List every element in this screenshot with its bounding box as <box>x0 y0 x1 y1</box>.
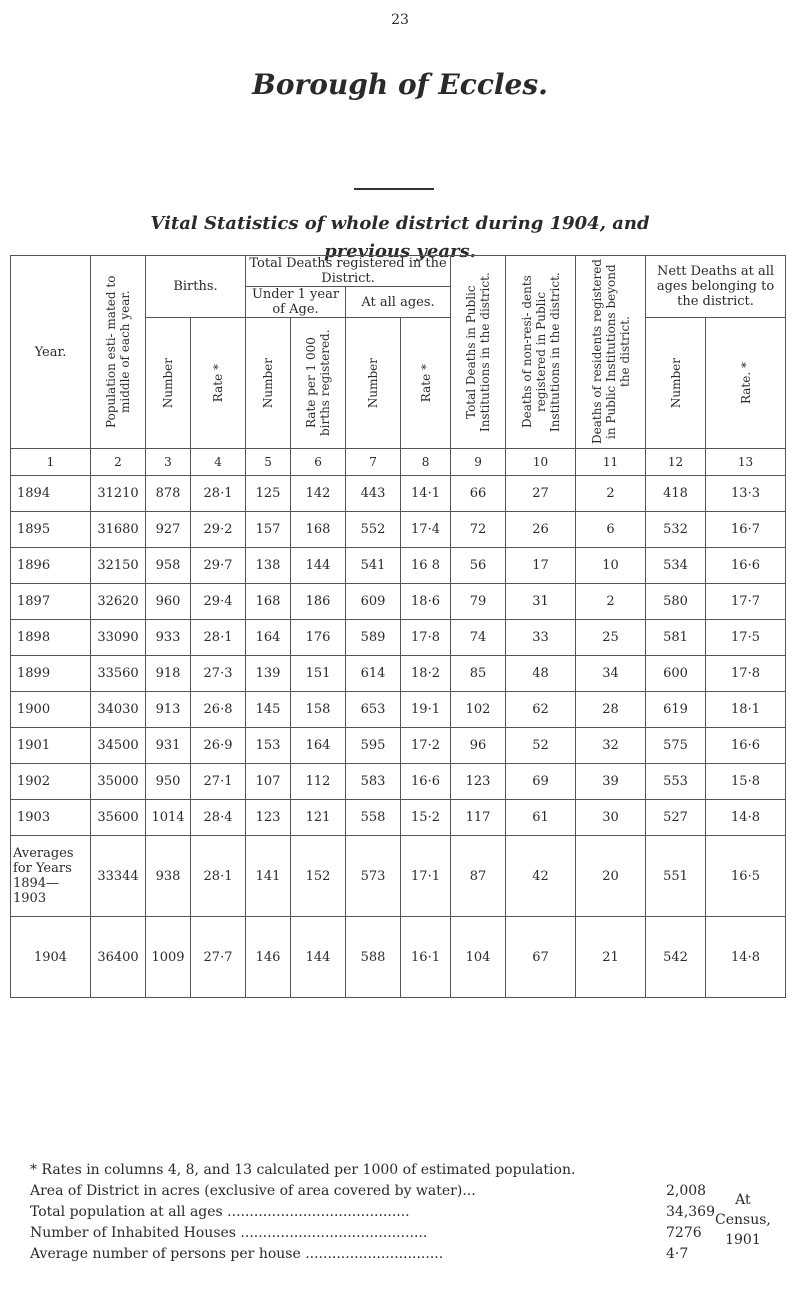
table-cell: 878 <box>146 476 191 512</box>
table-cell: 176 <box>291 620 346 656</box>
table-header <box>11 256 786 476</box>
table-cell: 31210 <box>91 476 146 512</box>
table-cell: 575 <box>646 728 706 764</box>
table-row <box>11 584 786 620</box>
table-cell: 18·6 <box>401 584 451 620</box>
table-cell: 29·7 <box>191 548 246 584</box>
header-deaths-institutions <box>451 256 506 449</box>
note-avg-persons-value: 4·7 <box>666 1246 689 1262</box>
note-houses-label: Number of Inhabited Houses .......................................... <box>30 1225 428 1241</box>
table-cell: 583 <box>346 764 401 800</box>
table-cell: 18·2 <box>401 656 451 692</box>
census-line-2: Census, <box>715 1212 771 1228</box>
column-number: 2 <box>91 449 146 476</box>
table-cell: 62 <box>506 692 576 728</box>
table-cell: 16·6 <box>706 728 786 764</box>
table-cell: 61 <box>506 800 576 836</box>
table-cell: 138 <box>246 548 291 584</box>
header-nett-number-text: Number <box>668 357 683 409</box>
table-cell: 552 <box>346 512 401 548</box>
table-cell: 17·4 <box>401 512 451 548</box>
table-cell: 36400 <box>91 917 146 998</box>
table-cell: 112 <box>291 764 346 800</box>
table-cell: 2 <box>576 584 646 620</box>
table-cell: 85 <box>451 656 506 692</box>
header-allages-number-text: Number <box>366 357 381 409</box>
table-cell: 580 <box>646 584 706 620</box>
table-cell: 30 <box>576 800 646 836</box>
table-cell: 28·4 <box>191 800 246 836</box>
table-cell: 125 <box>246 476 291 512</box>
table-cell: 29·2 <box>191 512 246 548</box>
table-cell: 17 <box>506 548 576 584</box>
table-cell: 168 <box>246 584 291 620</box>
table-cell: 589 <box>346 620 401 656</box>
averages-row <box>11 836 786 917</box>
table-cell: 144 <box>291 548 346 584</box>
table-cell: 26·9 <box>191 728 246 764</box>
table-cell: 164 <box>246 620 291 656</box>
table-cell: 142 <box>291 476 346 512</box>
table-cell: 17·8 <box>706 656 786 692</box>
header-under1-number-text: Number <box>261 357 276 409</box>
title-rule <box>354 188 434 190</box>
table-cell: 42 <box>506 836 576 917</box>
table-row <box>11 476 786 512</box>
table-cell: 27·1 <box>191 764 246 800</box>
table-row <box>11 656 786 692</box>
table-cell: 443 <box>346 476 401 512</box>
header-under1-rate <box>291 318 346 449</box>
note-area-label: Area of District in acres (exclusive of area covered by water)... <box>30 1183 476 1199</box>
table-cell: 28·1 <box>191 476 246 512</box>
header-population <box>91 256 146 449</box>
table-cell: 96 <box>451 728 506 764</box>
table-cell: 32620 <box>91 584 146 620</box>
column-number: 11 <box>576 449 646 476</box>
header-nonresident-deaths <box>506 256 576 449</box>
table-cell: 34 <box>576 656 646 692</box>
table-cell: 938 <box>146 836 191 917</box>
note-area <box>30 1181 790 1202</box>
table-cell: 32150 <box>91 548 146 584</box>
header-nett-number <box>646 318 706 449</box>
note-population-value: 34,369 <box>666 1204 715 1220</box>
table-cell: 33 <box>506 620 576 656</box>
table-cell: 39 <box>576 764 646 800</box>
header-nett-rate <box>706 318 786 449</box>
table-row <box>11 512 786 548</box>
table-cell: 144 <box>291 917 346 998</box>
table-cell: 34030 <box>91 692 146 728</box>
table-cell: 151 <box>291 656 346 692</box>
table-cell: 20 <box>576 836 646 917</box>
table-cell: 600 <box>646 656 706 692</box>
table-cell: 931 <box>146 728 191 764</box>
table-cell: 26 <box>506 512 576 548</box>
table-cell: 107 <box>246 764 291 800</box>
header-nett-deaths: Nett Deaths at all ages belonging to the district. <box>646 256 786 318</box>
table-cell: 31 <box>506 584 576 620</box>
header-births-rate <box>191 318 246 449</box>
row-year: 1896 <box>11 548 91 584</box>
table-cell: 13·3 <box>706 476 786 512</box>
note-houses-value: 7276 <box>666 1225 702 1241</box>
table-cell: 164 <box>291 728 346 764</box>
table-cell: 10 <box>576 548 646 584</box>
header-births-number-text: Number <box>161 357 175 409</box>
averages-label: Averages for Years 1894—1903 <box>11 836 91 917</box>
census-line-3: 1901 <box>725 1232 761 1248</box>
table-cell: 34500 <box>91 728 146 764</box>
table-cell: 141 <box>246 836 291 917</box>
census-note <box>715 1190 771 1250</box>
table-cell: 614 <box>346 656 401 692</box>
table-cell: 553 <box>646 764 706 800</box>
header-births-rate-text: Rate * <box>211 363 225 403</box>
table-cell: 33344 <box>91 836 146 917</box>
note-avg-persons <box>30 1244 790 1265</box>
table-cell: 25 <box>576 620 646 656</box>
table-cell: 1009 <box>146 917 191 998</box>
table-cell: 28·1 <box>191 836 246 917</box>
table-cell: 558 <box>346 800 401 836</box>
table-cell: 26·8 <box>191 692 246 728</box>
row-year: 1897 <box>11 584 91 620</box>
table-cell: 102 <box>451 692 506 728</box>
current-year-label: 1904 <box>11 917 91 998</box>
header-allages-number <box>346 318 401 449</box>
table-row <box>11 548 786 584</box>
header-allages-rate <box>401 318 451 449</box>
table-cell: 74 <box>451 620 506 656</box>
table-cell: 27 <box>506 476 576 512</box>
table-cell: 573 <box>346 836 401 917</box>
table-cell: 27·3 <box>191 656 246 692</box>
table-cell: 69 <box>506 764 576 800</box>
footnote: * Rates in columns 4, 8, and 13 calculated per 1000 of estimated population. <box>30 1162 576 1178</box>
table-cell: 66 <box>451 476 506 512</box>
table-cell: 14·8 <box>706 800 786 836</box>
table-cell: 534 <box>646 548 706 584</box>
table-cell: 17·2 <box>401 728 451 764</box>
table-cell: 158 <box>291 692 346 728</box>
table-cell: 27·7 <box>191 917 246 998</box>
table-cell: 16·1 <box>401 917 451 998</box>
header-year: Year. <box>11 256 91 449</box>
table-cell: 950 <box>146 764 191 800</box>
table-cell: 15·8 <box>706 764 786 800</box>
table-cell: 581 <box>646 620 706 656</box>
table-cell: 960 <box>146 584 191 620</box>
column-number: 13 <box>706 449 786 476</box>
row-year: 1902 <box>11 764 91 800</box>
table-cell: 152 <box>291 836 346 917</box>
census-line-1: At <box>735 1192 751 1208</box>
table-cell: 927 <box>146 512 191 548</box>
table-cell: 588 <box>346 917 401 998</box>
note-avg-persons-label: Average number of persons per house ............................... <box>30 1246 444 1262</box>
header-nett-rate-text: Rate. * <box>738 361 753 405</box>
table-cell: 67 <box>506 917 576 998</box>
table-body <box>11 476 786 836</box>
table-cell: 139 <box>246 656 291 692</box>
page-title: Borough of Eccles. <box>252 68 548 101</box>
table-cell: 16·7 <box>706 512 786 548</box>
table-cell: 933 <box>146 620 191 656</box>
header-total-deaths: Total Deaths registered in the District. <box>246 256 451 287</box>
header-population-text: Population esti- mated to middle of each year. <box>104 275 132 429</box>
column-number: 10 <box>506 449 576 476</box>
row-year: 1898 <box>11 620 91 656</box>
table-cell: 19·1 <box>401 692 451 728</box>
table-cell: 56 <box>451 548 506 584</box>
table-cell: 48 <box>506 656 576 692</box>
subtitle-line-1: Vital Statistics of whole district during 1904, and <box>150 213 650 234</box>
column-number: 6 <box>291 449 346 476</box>
header-resident-deaths-beyond <box>576 256 646 449</box>
table-cell: 2 <box>576 476 646 512</box>
row-year: 1899 <box>11 656 91 692</box>
table-cell: 17·8 <box>401 620 451 656</box>
table-cell: 541 <box>346 548 401 584</box>
header-under-1: Under 1 year of Age. <box>246 287 346 318</box>
header-deaths-institutions-text: Total Deaths in Public Institutions in the district. <box>464 272 493 432</box>
table-cell: 542 <box>646 917 706 998</box>
row-year: 1895 <box>11 512 91 548</box>
table-cell: 121 <box>291 800 346 836</box>
table-cell: 595 <box>346 728 401 764</box>
page-number: 23 <box>391 12 409 28</box>
table-cell: 653 <box>346 692 401 728</box>
table-cell: 18·1 <box>706 692 786 728</box>
table-cell: 28 <box>576 692 646 728</box>
table-cell: 146 <box>246 917 291 998</box>
column-number: 4 <box>191 449 246 476</box>
table-cell: 33090 <box>91 620 146 656</box>
table-row <box>11 728 786 764</box>
table-cell: 918 <box>146 656 191 692</box>
table-cell: 168 <box>291 512 346 548</box>
table-cell: 21 <box>576 917 646 998</box>
table-row <box>11 692 786 728</box>
table-cell: 145 <box>246 692 291 728</box>
table-cell: 16 8 <box>401 548 451 584</box>
header-births: Births. <box>146 256 246 318</box>
table-cell: 157 <box>246 512 291 548</box>
column-number: 5 <box>246 449 291 476</box>
column-number: 8 <box>401 449 451 476</box>
table-cell: 532 <box>646 512 706 548</box>
table-cell: 153 <box>246 728 291 764</box>
subtitle-line-2: previous years. <box>324 241 476 262</box>
current-year-row <box>11 917 786 998</box>
table-cell: 551 <box>646 836 706 917</box>
table-cell: 72 <box>451 512 506 548</box>
row-year: 1894 <box>11 476 91 512</box>
header-resident-deaths-beyond-text: Deaths of residents registered in Public Institutions beyond the district. <box>589 259 632 445</box>
note-area-value: 2,008 <box>666 1183 707 1199</box>
table-cell: 52 <box>506 728 576 764</box>
table-summary <box>11 836 786 998</box>
table-cell: 418 <box>646 476 706 512</box>
table-cell: 16·6 <box>401 764 451 800</box>
table-cell: 527 <box>646 800 706 836</box>
row-year: 1901 <box>11 728 91 764</box>
header-all-ages: At all ages. <box>346 287 451 318</box>
table-cell: 35600 <box>91 800 146 836</box>
table-cell: 31680 <box>91 512 146 548</box>
table-cell: 117 <box>451 800 506 836</box>
table-cell: 17·5 <box>706 620 786 656</box>
notes-section <box>30 1160 790 1265</box>
vital-statistics-table <box>10 255 786 998</box>
table-cell: 14·8 <box>706 917 786 998</box>
table-cell: 1014 <box>146 800 191 836</box>
table-cell: 28·1 <box>191 620 246 656</box>
table-cell: 79 <box>451 584 506 620</box>
note-houses <box>30 1223 790 1244</box>
table-cell: 186 <box>291 584 346 620</box>
table-cell: 16·5 <box>706 836 786 917</box>
table-cell: 29·4 <box>191 584 246 620</box>
note-population-label: Total population at all ages ......................................... <box>30 1204 410 1220</box>
column-number: 3 <box>146 449 191 476</box>
header-under1-number <box>246 318 291 449</box>
table-cell: 87 <box>451 836 506 917</box>
table-cell: 14·1 <box>401 476 451 512</box>
table-cell: 123 <box>246 800 291 836</box>
table-cell: 913 <box>146 692 191 728</box>
table-row <box>11 800 786 836</box>
header-nonresident-deaths-text: Deaths of non-resi- dents registered in Public Institutions in the district. <box>519 272 562 432</box>
header-under1-rate-text: Rate per 1 000 births registered. <box>304 329 333 437</box>
row-year: 1900 <box>11 692 91 728</box>
note-population <box>30 1202 790 1223</box>
table-cell: 16·6 <box>706 548 786 584</box>
table-cell: 35000 <box>91 764 146 800</box>
table-cell: 104 <box>451 917 506 998</box>
table-cell: 958 <box>146 548 191 584</box>
column-number: 1 <box>11 449 91 476</box>
column-number: 7 <box>346 449 401 476</box>
table-cell: 609 <box>346 584 401 620</box>
table-cell: 17·7 <box>706 584 786 620</box>
header-allages-rate-text: Rate * <box>418 363 433 403</box>
table-cell: 123 <box>451 764 506 800</box>
header-births-number <box>146 318 191 449</box>
table-cell: 15·2 <box>401 800 451 836</box>
table-cell: 33560 <box>91 656 146 692</box>
column-number: 9 <box>451 449 506 476</box>
table-cell: 32 <box>576 728 646 764</box>
table-row <box>11 620 786 656</box>
table-cell: 619 <box>646 692 706 728</box>
table-cell: 17·1 <box>401 836 451 917</box>
row-year: 1903 <box>11 800 91 836</box>
table-cell: 6 <box>576 512 646 548</box>
table-row <box>11 764 786 800</box>
column-number: 12 <box>646 449 706 476</box>
